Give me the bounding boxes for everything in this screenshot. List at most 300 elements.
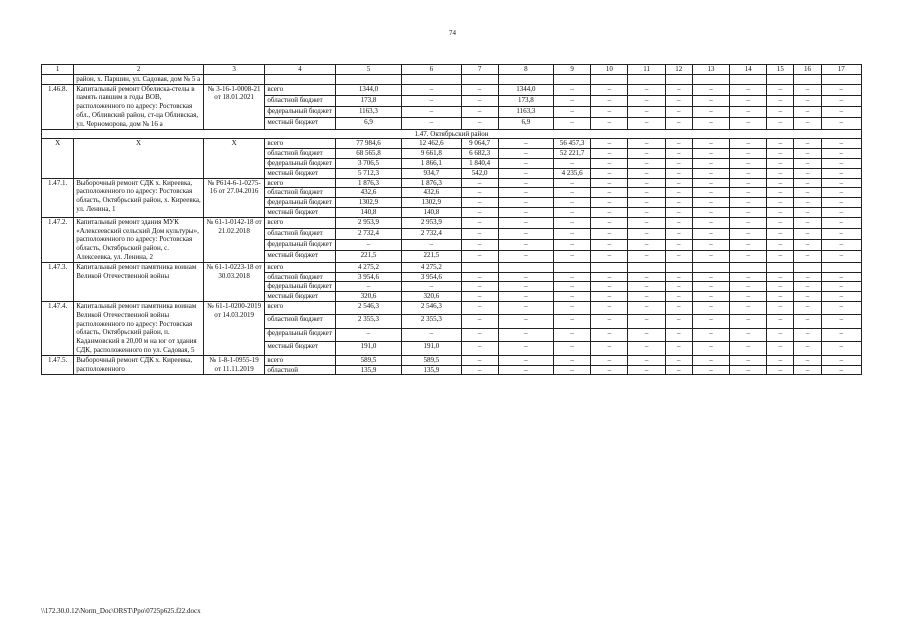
value-cell: – bbox=[498, 355, 553, 365]
value-cell: 2 546,3 bbox=[402, 301, 461, 314]
column-header-4: 4 bbox=[265, 65, 335, 75]
value-cell: – bbox=[591, 178, 628, 188]
value-cell: 12 462,6 bbox=[402, 139, 461, 149]
value-cell: – bbox=[692, 95, 729, 106]
value-cell: 173,8 bbox=[498, 95, 553, 106]
value-cell: – bbox=[665, 107, 692, 118]
value-cell: – bbox=[554, 282, 591, 292]
value-cell: – bbox=[692, 282, 729, 292]
section-title: 1.47. Октябрьский район bbox=[42, 129, 862, 139]
value-cell: – bbox=[665, 168, 692, 178]
value-cell: – bbox=[767, 315, 794, 328]
value-cell: 9 661,8 bbox=[402, 149, 461, 159]
value-cell: – bbox=[461, 188, 498, 198]
value-cell: 4 275,2 bbox=[402, 262, 461, 272]
value-cell: – bbox=[821, 107, 861, 118]
value-cell: – bbox=[498, 178, 553, 188]
value-cell: – bbox=[767, 118, 794, 129]
value-cell bbox=[794, 262, 821, 272]
value-cell: – bbox=[498, 328, 553, 341]
value-cell: – bbox=[821, 118, 861, 129]
value-cell: – bbox=[554, 301, 591, 314]
table-row bbox=[42, 178, 862, 188]
funding-source: федеральный бюджет bbox=[265, 158, 335, 168]
header-row bbox=[42, 65, 862, 75]
value-cell: – bbox=[591, 107, 628, 118]
value-cell: – bbox=[665, 158, 692, 168]
value-cell bbox=[730, 262, 767, 272]
column-header-1: 1 bbox=[42, 65, 74, 75]
value-cell: – bbox=[767, 240, 794, 251]
document-ref: № 61-1-0223-18 от 30.03.2018 bbox=[203, 262, 264, 301]
table-row bbox=[42, 84, 862, 95]
value-cell: – bbox=[821, 251, 861, 262]
value-cell: – bbox=[730, 301, 767, 314]
empty-cell bbox=[203, 74, 264, 84]
value-cell: – bbox=[591, 240, 628, 251]
column-header-13: 13 bbox=[692, 65, 729, 75]
funding-source: областной бюджет bbox=[265, 315, 335, 328]
value-cell: – bbox=[730, 139, 767, 149]
value-cell: – bbox=[794, 282, 821, 292]
funding-source: местный бюджет bbox=[265, 342, 335, 355]
value-cell bbox=[628, 262, 665, 272]
column-header-7: 7 bbox=[461, 65, 498, 75]
value-cell: – bbox=[692, 198, 729, 208]
value-cell: – bbox=[628, 95, 665, 106]
value-cell: – bbox=[498, 282, 553, 292]
value-cell bbox=[498, 262, 553, 272]
value-cell: – bbox=[767, 342, 794, 355]
column-header-16: 16 bbox=[794, 65, 821, 75]
row-number: 1.47.1. bbox=[42, 178, 74, 217]
value-cell: 191,0 bbox=[335, 342, 401, 355]
value-cell: – bbox=[692, 315, 729, 328]
value-cell: – bbox=[628, 328, 665, 341]
value-cell: – bbox=[767, 84, 794, 95]
value-cell: – bbox=[461, 342, 498, 355]
value-cell bbox=[554, 262, 591, 272]
value-cell: – bbox=[692, 178, 729, 188]
funding-source: федеральный бюджет bbox=[265, 328, 335, 341]
value-cell: – bbox=[498, 217, 553, 228]
value-cell: – bbox=[402, 84, 461, 95]
value-cell: 6 682,3 bbox=[461, 149, 498, 159]
value-cell: – bbox=[767, 188, 794, 198]
funding-source: местный бюджет bbox=[265, 292, 335, 302]
value-cell: – bbox=[591, 198, 628, 208]
value-cell: – bbox=[767, 198, 794, 208]
row-number: 1.47.4. bbox=[42, 301, 74, 355]
value-cell: – bbox=[767, 95, 794, 106]
column-header-17: 17 bbox=[821, 65, 861, 75]
value-cell: – bbox=[767, 355, 794, 365]
value-cell: – bbox=[665, 301, 692, 314]
value-cell: – bbox=[665, 251, 692, 262]
value-cell: – bbox=[591, 188, 628, 198]
object-name: Капитальный ремонт памятника воинам Великой Отечественной войны расположенного по адресу: Ростовская область, Октябрьский район, п. Каданмовский в 20,00 м на юг от здания СДК, расположенного по ул. Садовая, 5 bbox=[74, 301, 204, 355]
value-cell: – bbox=[461, 355, 498, 365]
value-cell: – bbox=[498, 240, 553, 251]
value-cell: – bbox=[628, 240, 665, 251]
empty-cell bbox=[821, 74, 861, 84]
value-cell: 1344,0 bbox=[335, 84, 401, 95]
value-cell: – bbox=[794, 342, 821, 355]
value-cell: – bbox=[794, 228, 821, 239]
value-cell: – bbox=[665, 217, 692, 228]
value-cell: 320,6 bbox=[402, 292, 461, 302]
table-row bbox=[42, 262, 862, 272]
funding-source: областной бюджет bbox=[265, 188, 335, 198]
value-cell: – bbox=[554, 328, 591, 341]
value-cell: – bbox=[794, 315, 821, 328]
table-row bbox=[42, 74, 862, 84]
value-cell: – bbox=[692, 139, 729, 149]
value-cell: – bbox=[821, 292, 861, 302]
object-name: Капитальный ремонт памятника воинам Великой Отечественной войны bbox=[74, 262, 204, 301]
value-cell: – bbox=[692, 301, 729, 314]
value-cell: – bbox=[665, 282, 692, 292]
value-cell: – bbox=[498, 168, 553, 178]
value-cell: – bbox=[821, 217, 861, 228]
value-cell: – bbox=[554, 315, 591, 328]
value-cell: – bbox=[730, 251, 767, 262]
value-cell: 1344,0 bbox=[498, 84, 553, 95]
value-cell: – bbox=[498, 301, 553, 314]
value-cell: – bbox=[554, 251, 591, 262]
value-cell: – bbox=[461, 217, 498, 228]
value-cell: – bbox=[821, 328, 861, 341]
value-cell: 4 235,6 bbox=[554, 168, 591, 178]
value-cell: – bbox=[730, 107, 767, 118]
document-ref: Х bbox=[203, 139, 264, 178]
value-cell: – bbox=[628, 178, 665, 188]
value-cell: – bbox=[794, 168, 821, 178]
value-cell: 221,5 bbox=[402, 251, 461, 262]
column-header-14: 14 bbox=[730, 65, 767, 75]
empty-cell bbox=[402, 74, 461, 84]
value-cell: – bbox=[335, 282, 401, 292]
value-cell: 135,9 bbox=[402, 365, 461, 375]
value-cell: – bbox=[628, 217, 665, 228]
value-cell: – bbox=[628, 149, 665, 159]
value-cell: – bbox=[730, 84, 767, 95]
value-cell: – bbox=[794, 240, 821, 251]
value-cell: – bbox=[554, 240, 591, 251]
value-cell: – bbox=[628, 292, 665, 302]
value-cell: – bbox=[692, 207, 729, 217]
value-cell: – bbox=[767, 207, 794, 217]
value-cell: – bbox=[794, 149, 821, 159]
column-header-5: 5 bbox=[335, 65, 401, 75]
value-cell: 3 954,6 bbox=[335, 272, 401, 282]
value-cell: – bbox=[767, 292, 794, 302]
funding-source: областной бюджет bbox=[265, 272, 335, 282]
value-cell: – bbox=[692, 84, 729, 95]
value-cell: – bbox=[628, 207, 665, 217]
value-cell: – bbox=[692, 217, 729, 228]
value-cell: – bbox=[498, 158, 553, 168]
value-cell: – bbox=[461, 207, 498, 217]
object-name: Х bbox=[74, 139, 204, 178]
value-cell: 2 355,3 bbox=[335, 315, 401, 328]
value-cell: – bbox=[692, 355, 729, 365]
value-cell: – bbox=[554, 188, 591, 198]
value-cell: – bbox=[821, 149, 861, 159]
funding-source: федеральный бюджет bbox=[265, 240, 335, 251]
value-cell: 1302,9 bbox=[335, 198, 401, 208]
value-cell: – bbox=[730, 228, 767, 239]
value-cell: – bbox=[821, 158, 861, 168]
value-cell: – bbox=[692, 158, 729, 168]
value-cell: – bbox=[730, 272, 767, 282]
value-cell: – bbox=[730, 217, 767, 228]
value-cell: – bbox=[767, 149, 794, 159]
funding-source: всего bbox=[265, 139, 335, 149]
value-cell: – bbox=[767, 158, 794, 168]
column-header-12: 12 bbox=[665, 65, 692, 75]
value-cell: – bbox=[767, 228, 794, 239]
value-cell: – bbox=[794, 251, 821, 262]
value-cell: – bbox=[730, 240, 767, 251]
value-cell bbox=[692, 262, 729, 272]
value-cell: – bbox=[554, 198, 591, 208]
row-number: 1.47.3. bbox=[42, 262, 74, 301]
empty-cell bbox=[498, 74, 553, 84]
value-cell: – bbox=[461, 282, 498, 292]
value-cell: – bbox=[628, 282, 665, 292]
table-row bbox=[42, 217, 862, 228]
empty-cell bbox=[692, 74, 729, 84]
empty-cell bbox=[628, 74, 665, 84]
value-cell: – bbox=[692, 342, 729, 355]
value-cell: – bbox=[767, 107, 794, 118]
empty-cell bbox=[794, 74, 821, 84]
empty-cell bbox=[461, 74, 498, 84]
value-cell: – bbox=[730, 328, 767, 341]
value-cell: – bbox=[554, 365, 591, 375]
value-cell: 320,6 bbox=[335, 292, 401, 302]
value-cell: – bbox=[767, 282, 794, 292]
value-cell: – bbox=[767, 365, 794, 375]
value-cell: – bbox=[665, 95, 692, 106]
value-cell: – bbox=[821, 84, 861, 95]
value-cell: – bbox=[692, 149, 729, 159]
value-cell: – bbox=[461, 315, 498, 328]
value-cell: – bbox=[591, 328, 628, 341]
value-cell: – bbox=[692, 272, 729, 282]
funding-source: всего bbox=[265, 262, 335, 272]
value-cell: – bbox=[821, 365, 861, 375]
funding-source: областной бюджет bbox=[265, 228, 335, 239]
empty-cell bbox=[767, 74, 794, 84]
value-cell: – bbox=[794, 118, 821, 129]
funding-source: областной bbox=[265, 365, 335, 375]
value-cell: – bbox=[402, 240, 461, 251]
value-cell: – bbox=[591, 158, 628, 168]
value-cell: 934,7 bbox=[402, 168, 461, 178]
value-cell: – bbox=[554, 95, 591, 106]
value-cell: – bbox=[665, 240, 692, 251]
value-cell: – bbox=[665, 272, 692, 282]
value-cell: – bbox=[665, 149, 692, 159]
value-cell: – bbox=[335, 240, 401, 251]
value-cell: – bbox=[794, 95, 821, 106]
value-cell: 2 546,3 bbox=[335, 301, 401, 314]
value-cell: – bbox=[554, 118, 591, 129]
value-cell: – bbox=[461, 178, 498, 188]
value-cell: 1302,9 bbox=[402, 198, 461, 208]
document-ref: № 1-8-1-0955-19 от 11.11.2019 bbox=[203, 355, 264, 375]
section-header bbox=[42, 129, 862, 139]
value-cell: – bbox=[461, 95, 498, 106]
table-row bbox=[42, 355, 862, 365]
value-cell: – bbox=[591, 342, 628, 355]
value-cell: – bbox=[554, 84, 591, 95]
object-name: Капитальный ремонт здания МУК «Алексеевский сельский Дом культуры», расположенного по адресу: Ростовская область, Октябрьский район, с. Алексеевка, ул. Ленина, 2 bbox=[74, 217, 204, 262]
value-cell: – bbox=[591, 149, 628, 159]
value-cell: – bbox=[730, 168, 767, 178]
value-cell: – bbox=[498, 149, 553, 159]
document-ref: № Р614-6-1-0275-16 от 27.04.2016 bbox=[203, 178, 264, 217]
value-cell: – bbox=[628, 365, 665, 375]
value-cell: – bbox=[591, 207, 628, 217]
value-cell: – bbox=[821, 240, 861, 251]
file-path-footer: \\172.30.0.12\Norm_Doc\ORST\Ppo\0725p625.f22.docx bbox=[41, 607, 201, 615]
value-cell: – bbox=[730, 282, 767, 292]
column-header-9: 9 bbox=[554, 65, 591, 75]
value-cell: – bbox=[591, 84, 628, 95]
value-cell: – bbox=[628, 228, 665, 239]
value-cell: – bbox=[402, 107, 461, 118]
value-cell: 140,8 bbox=[402, 207, 461, 217]
value-cell: – bbox=[628, 272, 665, 282]
value-cell: – bbox=[461, 328, 498, 341]
value-cell: – bbox=[767, 168, 794, 178]
value-cell: – bbox=[692, 365, 729, 375]
value-cell: – bbox=[665, 328, 692, 341]
value-cell: 6,9 bbox=[498, 118, 553, 129]
funding-source: местный бюджет bbox=[265, 118, 335, 129]
funding-source: всего bbox=[265, 84, 335, 95]
value-cell: – bbox=[402, 282, 461, 292]
value-cell: – bbox=[692, 118, 729, 129]
value-cell: – bbox=[730, 95, 767, 106]
value-cell: – bbox=[591, 168, 628, 178]
page-number: 74 bbox=[449, 29, 456, 37]
funding-source: местный бюджет bbox=[265, 251, 335, 262]
value-cell: – bbox=[591, 282, 628, 292]
value-cell: – bbox=[498, 365, 553, 375]
value-cell: – bbox=[794, 107, 821, 118]
value-cell: 2 953,9 bbox=[402, 217, 461, 228]
value-cell: – bbox=[498, 228, 553, 239]
value-cell: – bbox=[461, 292, 498, 302]
value-cell: – bbox=[767, 139, 794, 149]
funding-source: местный бюджет bbox=[265, 207, 335, 217]
value-cell: 589,5 bbox=[402, 355, 461, 365]
value-cell: – bbox=[628, 118, 665, 129]
value-cell: – bbox=[554, 272, 591, 282]
value-cell: – bbox=[498, 207, 553, 217]
value-cell: 173,8 bbox=[335, 95, 401, 106]
value-cell: – bbox=[794, 207, 821, 217]
value-cell: 68 565,8 bbox=[335, 149, 401, 159]
value-cell: – bbox=[628, 168, 665, 178]
document-ref: № 61-1-0200-2019 от 14.03.2019 bbox=[203, 301, 264, 355]
value-cell: – bbox=[461, 301, 498, 314]
value-cell: – bbox=[821, 342, 861, 355]
value-cell: 589,5 bbox=[335, 355, 401, 365]
table-row bbox=[42, 301, 862, 314]
value-cell: – bbox=[794, 217, 821, 228]
row-number: 1.46.8. bbox=[42, 84, 74, 129]
value-cell: – bbox=[794, 328, 821, 341]
value-cell: – bbox=[821, 315, 861, 328]
column-header-10: 10 bbox=[591, 65, 628, 75]
value-cell: 9 064,7 bbox=[461, 139, 498, 149]
empty-cell bbox=[554, 74, 591, 84]
value-cell: – bbox=[767, 251, 794, 262]
value-cell: – bbox=[591, 139, 628, 149]
value-cell: – bbox=[554, 217, 591, 228]
value-cell: – bbox=[628, 342, 665, 355]
value-cell: 432,6 bbox=[402, 188, 461, 198]
value-cell: 6,9 bbox=[335, 118, 401, 129]
funding-source: федеральный бюджет bbox=[265, 282, 335, 292]
value-cell: – bbox=[692, 251, 729, 262]
value-cell: – bbox=[461, 365, 498, 375]
value-cell: – bbox=[554, 228, 591, 239]
document-ref: № 61-1-0142-18 от 21.02.2018 bbox=[203, 217, 264, 262]
value-cell: – bbox=[730, 365, 767, 375]
value-cell: – bbox=[461, 198, 498, 208]
value-cell: – bbox=[498, 139, 553, 149]
value-cell: – bbox=[821, 139, 861, 149]
value-cell: – bbox=[821, 178, 861, 188]
value-cell: – bbox=[730, 355, 767, 365]
empty-cell bbox=[591, 74, 628, 84]
value-cell: – bbox=[794, 158, 821, 168]
value-cell: – bbox=[821, 282, 861, 292]
value-cell: 2 732,4 bbox=[402, 228, 461, 239]
value-cell: – bbox=[821, 95, 861, 106]
value-cell: – bbox=[730, 178, 767, 188]
funding-source: областной бюджет bbox=[265, 95, 335, 106]
value-cell: 77 984,6 bbox=[335, 139, 401, 149]
value-cell: – bbox=[628, 198, 665, 208]
value-cell: – bbox=[628, 158, 665, 168]
value-cell: – bbox=[794, 198, 821, 208]
value-cell: 1163,3 bbox=[498, 107, 553, 118]
value-cell: – bbox=[554, 178, 591, 188]
object-name: Выборочный ремонт СДК х. Киреевка, расположенного bbox=[74, 355, 204, 375]
value-cell: 140,8 bbox=[335, 207, 401, 217]
value-cell: – bbox=[591, 355, 628, 365]
empty-cell bbox=[730, 74, 767, 84]
value-cell: – bbox=[730, 207, 767, 217]
value-cell bbox=[821, 262, 861, 272]
value-cell: – bbox=[767, 178, 794, 188]
value-cell: – bbox=[665, 188, 692, 198]
value-cell: 2 355,3 bbox=[402, 315, 461, 328]
value-cell: – bbox=[821, 168, 861, 178]
value-cell: 56 457,3 bbox=[554, 139, 591, 149]
row-number: Х bbox=[42, 139, 74, 178]
value-cell: – bbox=[665, 118, 692, 129]
row-number: 1.47.2. bbox=[42, 217, 74, 262]
value-cell: 221,5 bbox=[335, 251, 401, 262]
